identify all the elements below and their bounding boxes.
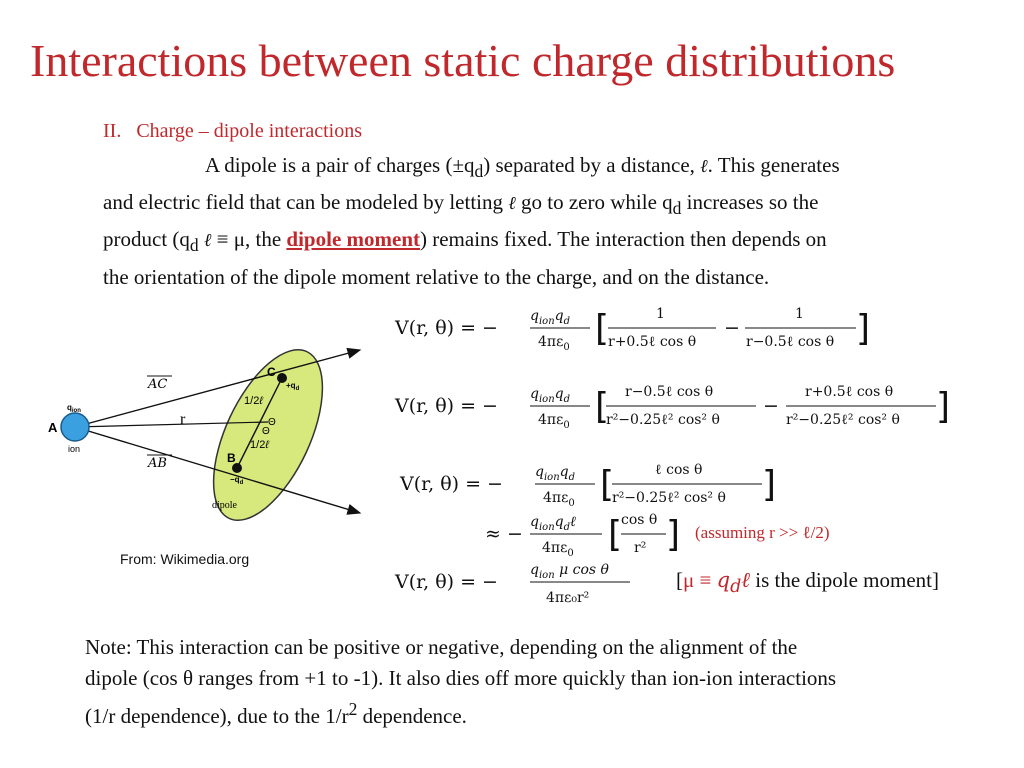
svg-text:B: B	[227, 451, 236, 465]
svg-text:r²−0.25ℓ² cos² θ: r²−0.25ℓ² cos² θ	[606, 412, 720, 428]
svg-text:]: ]	[762, 464, 777, 505]
svg-text:V(r, θ) = −: V(r, θ) = −	[395, 395, 498, 417]
slide-title: Interactions between static charge distributions	[30, 35, 896, 86]
svg-text:r²: r²	[634, 540, 647, 556]
svg-text:qionqd: $q_{ion}q_d$	[535, 464, 576, 483]
svg-text:qionqdℓ: $q_{ion}q_d\ell$	[530, 514, 576, 533]
svg-text:−: −	[724, 317, 740, 339]
svg-text:r+0.5ℓ cos θ: r+0.5ℓ cos θ	[608, 334, 697, 350]
svg-text:r−0.5ℓ cos θ: r−0.5ℓ cos θ	[625, 384, 714, 400]
svg-text:AC: AC	[148, 377, 168, 392]
svg-text:qion μ cos θ: $q_{ion}$ μ cos θ	[530, 562, 609, 581]
image-credit: From: Wikimedia.org	[120, 551, 250, 567]
svg-text:r−0.5ℓ cos θ: r−0.5ℓ cos θ	[746, 334, 835, 350]
svg-text:r: r	[180, 411, 186, 428]
svg-text:1: 1	[795, 306, 804, 322]
svg-text:r²−0.25ℓ² cos² θ: r²−0.25ℓ² cos² θ	[786, 412, 900, 428]
svg-text:[: [	[595, 386, 610, 427]
svg-text:−qd: $-q_d$	[230, 475, 244, 486]
svg-text:dipole: dipole	[212, 500, 237, 511]
svg-text:Θ: Θ	[262, 426, 270, 437]
section-heading: II. Charge – dipole interactions	[103, 120, 363, 142]
svg-text:C: C	[267, 365, 276, 379]
svg-text:]: ]	[666, 514, 681, 555]
svg-text:+qd: $+q_d$	[286, 381, 300, 392]
dipole-moment-term: dipole moment	[286, 227, 420, 252]
ion-charge	[61, 413, 89, 441]
svg-text:A: A	[48, 420, 58, 435]
svg-text:4πε0: $4\pi\varepsilon_0$	[543, 490, 575, 509]
svg-text:[: [	[608, 514, 623, 555]
svg-text:4πε₀r²: 4πε₀r²	[546, 590, 590, 606]
svg-text:[: [	[600, 464, 615, 505]
svg-text:1/2ℓ: 1/2ℓ	[244, 395, 263, 407]
svg-text:1/2ℓ: 1/2ℓ	[250, 439, 269, 451]
svg-text:]: ]	[936, 386, 951, 427]
charge-dipole-figure	[40, 340, 380, 540]
svg-text:ion: ion	[68, 444, 81, 454]
svg-text:qionqd: $q_{ion}q_d$	[530, 386, 571, 405]
svg-text:V(r, θ) = −: V(r, θ) = −	[400, 473, 503, 495]
svg-text:ℓ cos θ: ℓ cos θ	[655, 462, 703, 478]
dipole-definition: [$\mu \equiv q_d\ell$ is the dipole moment]	[676, 568, 939, 598]
svg-text:r²−0.25ℓ² cos² θ: r²−0.25ℓ² cos² θ	[612, 490, 726, 506]
intro-paragraph: A dipole is a pair of charges $(\pm q_d)$ separated by a distance, ℓ. This generates and electric field that can be modeled by letting ℓ go to zero while $q_d$ increases so the product ($q_d$ ℓ ≡ μ, the dipole moment) remains fixed. The interaction then depends on the orientation of the dipole moment relative to the charge, and on the distance.	[103, 153, 840, 289]
svg-text:AB: AB	[148, 456, 167, 471]
svg-text:−: −	[763, 395, 779, 417]
svg-text:1: 1	[656, 306, 665, 322]
svg-text:qion: $q_{ion}$	[67, 403, 81, 414]
svg-text:]: ]	[856, 308, 871, 349]
svg-text:4πε0: $4\pi\varepsilon_0$	[542, 540, 574, 559]
note-paragraph: Note: This interaction can be positive or negative, depending on the alignment of the dipole (cos θ ranges from +1 to -1). It also dies off more quickly than ion-ion interactions (1/r dependence), due to the $1/r^2$ dependence.	[85, 635, 837, 728]
svg-text:qionqd: $q_{ion}q_d$	[530, 308, 571, 327]
svg-text:r+0.5ℓ cos θ: r+0.5ℓ cos θ	[805, 384, 894, 400]
svg-text:4πε0: $4\pi\varepsilon_0$	[538, 412, 570, 431]
svg-text:[: [	[595, 308, 610, 349]
assumption-note: (assuming r >> ℓ/2)	[695, 523, 830, 542]
svg-text:V(r, θ) = −: V(r, θ) = −	[395, 571, 498, 593]
svg-text:4πε0: $4\pi\varepsilon_0$	[538, 334, 570, 353]
svg-text:cos θ: cos θ	[621, 512, 658, 528]
svg-text:V(r, θ) = −: V(r, θ) = −	[395, 317, 498, 339]
svg-text:Θ: Θ	[268, 417, 276, 428]
svg-text:≈ −: ≈ −	[485, 523, 523, 545]
